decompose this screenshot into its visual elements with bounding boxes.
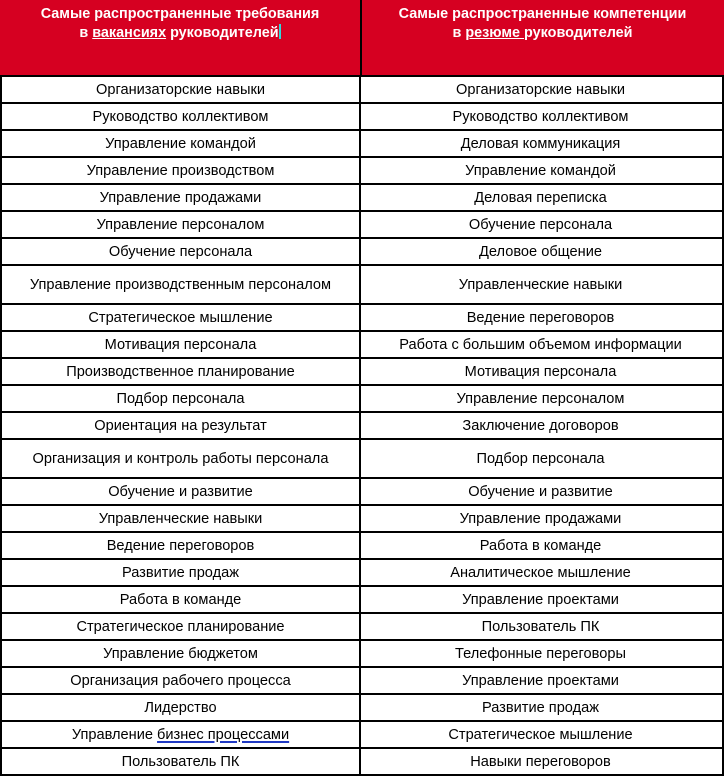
header-left-line1: Самые распространенные требования: [40, 6, 320, 22]
cell-competency: [361, 533, 720, 558]
cell-text: Управление бюджетом: [103, 645, 258, 662]
cell-text: Ведение переговоров: [106, 537, 255, 554]
cell-text: Заключение договоров: [462, 417, 619, 434]
header-cell-vacancies: [0, 0, 362, 75]
cell-text: Управление персоналом: [456, 390, 625, 407]
table-body: [0, 75, 724, 776]
cell-text: Организация и контроль работы персонала: [32, 450, 329, 467]
table-row: [2, 749, 722, 776]
cell-text: Обучение и развитие: [468, 483, 613, 500]
cell-text: Работа в команде: [119, 591, 242, 608]
cell-text: Управление продажами: [99, 189, 262, 206]
cell-text: Лидерство: [144, 699, 217, 716]
cell-text: Ориентация на результат: [94, 417, 267, 434]
cell-requirement: [2, 641, 361, 666]
cell-text: Управление проектами: [462, 591, 619, 608]
header-right-text: [378, 5, 708, 43]
table-row: [2, 440, 722, 479]
header-left-text: [15, 5, 345, 43]
cell-requirement: [2, 239, 361, 264]
cell-text: Телефонные переговоры: [455, 645, 626, 662]
cell-competency: [361, 722, 720, 747]
header-left-line2-suffix: руководителей: [166, 25, 279, 41]
cell-competency: [361, 749, 720, 774]
cell-competency: [361, 587, 720, 612]
table-row: [2, 386, 722, 413]
cell-text: Руководство коллективом: [452, 108, 629, 125]
cell-competency: [361, 359, 720, 384]
cell-requirement: [2, 104, 361, 129]
table-row: [2, 104, 722, 131]
table-row: [2, 695, 722, 722]
cell-requirement: [2, 695, 361, 720]
cell-text: Организаторские навыки: [456, 81, 625, 98]
cell-text: Работа в команде: [479, 537, 602, 554]
cell-text: Стратегическое планирование: [76, 618, 285, 635]
table-row: [2, 668, 722, 695]
table-row: [2, 614, 722, 641]
cell-requirement: [2, 722, 361, 747]
cell-text: Деловое общение: [479, 243, 602, 260]
cell-requirement: [2, 506, 361, 531]
cell-text: Обучение персонала: [108, 243, 253, 260]
header-right-line2-prefix: в: [452, 25, 466, 41]
table-row: [2, 479, 722, 506]
cell-text: Деловая переписка: [474, 189, 607, 206]
table-row: [2, 212, 722, 239]
cell-text: Управление производственным персоналом: [29, 276, 332, 293]
cell-text: Управление проектами: [462, 672, 619, 689]
cell-competency: [361, 212, 720, 237]
cell-text: Управленческие навыки: [98, 510, 263, 527]
cell-text: Ведение переговоров: [466, 309, 615, 326]
cell-text: Обучение персонала: [468, 216, 613, 233]
cell-text: Управление командой: [465, 162, 616, 179]
cell-competency: [361, 77, 720, 102]
cell-requirement: [2, 131, 361, 156]
table-row: [2, 506, 722, 533]
cell-requirement: [2, 413, 361, 438]
cell-requirement: [2, 479, 361, 504]
cell-text: Управление персоналом: [96, 216, 265, 233]
header-right-line2-suffix: руководителей: [524, 25, 633, 41]
table-row: [2, 359, 722, 386]
cell-competency: [361, 440, 720, 477]
header-left-line2-prefix: в: [79, 25, 93, 41]
cell-competency: [361, 668, 720, 693]
table-row: [2, 305, 722, 332]
cell-text: Управленческие навыки: [458, 276, 623, 293]
table-row: [2, 587, 722, 614]
cell-text: Работа с большим объемом информации: [399, 336, 682, 353]
cell-competency: [361, 560, 720, 585]
cell-text: Производственное планирование: [66, 363, 295, 380]
table-row: [2, 413, 722, 440]
cell-requirement: [2, 305, 361, 330]
cell-text: Управление командой: [105, 135, 256, 152]
cell-text: Развитие продаж: [481, 699, 599, 716]
cell-requirement: [2, 749, 361, 774]
cell-competency: [361, 479, 720, 504]
cell-text: Аналитическое мышление: [450, 564, 631, 581]
table-row: [2, 75, 722, 104]
cell-competency: [361, 185, 720, 210]
cell-text: Стратегическое мышление: [448, 726, 633, 743]
cell-competency: [361, 413, 720, 438]
cell-text: Организация рабочего процесса: [70, 672, 291, 689]
cell-text: Руководство коллективом: [92, 108, 269, 125]
cell-requirement: [2, 614, 361, 639]
cell-text: Обучение и развитие: [108, 483, 253, 500]
table-row: [2, 239, 722, 266]
cell-text: Пользователь ПК: [481, 618, 600, 635]
cell-requirement: [2, 77, 361, 102]
cell-competency: [361, 104, 720, 129]
cell-requirement: [2, 212, 361, 237]
cell-requirement: [2, 587, 361, 612]
cell-competency: [361, 305, 720, 330]
spellcheck-flagged-text: бизнес процессами: [157, 726, 290, 743]
cell-competency: [361, 386, 720, 411]
header-right-keyword: резюме: [465, 25, 525, 41]
cell-text: Мотивация персонала: [104, 336, 257, 353]
cell-requirement: [2, 359, 361, 384]
cell-requirement: [2, 158, 361, 183]
cell-requirement: [2, 386, 361, 411]
cell-requirement: [2, 533, 361, 558]
cell-requirement: [2, 668, 361, 693]
header-cell-resumes: [362, 0, 723, 75]
cell-competency: [361, 158, 720, 183]
cell-text: Управление продажами: [459, 510, 622, 527]
cell-requirement: [2, 332, 361, 357]
cell-competency: [361, 266, 720, 303]
table-row: [2, 185, 722, 212]
table-header: [0, 0, 724, 75]
cell-text: Организаторские навыки: [96, 81, 265, 98]
cell-competency: [361, 614, 720, 639]
cell-competency: [361, 641, 720, 666]
cell-competency: [361, 239, 720, 264]
table-row: [2, 641, 722, 668]
cell-requirement: [2, 266, 361, 303]
table-row: [2, 722, 722, 749]
cell-text: Пользователь ПК: [121, 753, 240, 770]
cell-text: Мотивация персонала: [464, 363, 617, 380]
cell-competency: [361, 506, 720, 531]
cell-text: Развитие продаж: [121, 564, 239, 581]
header-right-line1: Самые распространенные компетенции: [398, 6, 687, 22]
cell-requirement: [2, 440, 361, 477]
cell-text: Стратегическое мышление: [88, 309, 273, 326]
cell-competency: [361, 695, 720, 720]
cell-requirement: [2, 560, 361, 585]
text-caret: [279, 24, 281, 39]
cell-requirement: [2, 185, 361, 210]
table-row: [2, 131, 722, 158]
cell-text: Деловая коммуникация: [460, 135, 621, 152]
table-row: [2, 158, 722, 185]
table-row: [2, 560, 722, 587]
cell-text: Подбор персонала: [476, 450, 605, 467]
cell-text: Управление производством: [86, 162, 275, 179]
table-row: [2, 332, 722, 359]
header-left-keyword: вакансиях: [92, 25, 167, 41]
cell-text: Подбор персонала: [116, 390, 245, 407]
cell-text: [72, 726, 289, 744]
cell-text: Навыки переговоров: [470, 753, 611, 770]
table-row: [2, 266, 722, 305]
cell-competency: [361, 131, 720, 156]
cell-text-prefix: Управление: [71, 726, 158, 743]
cell-competency: [361, 332, 720, 357]
table-row: [2, 533, 722, 560]
